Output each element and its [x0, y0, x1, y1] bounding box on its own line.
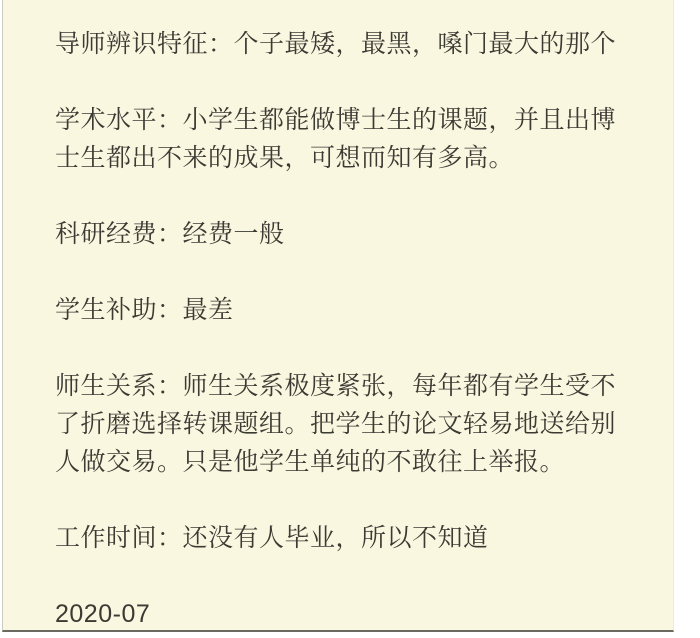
field-value: 小学生都能做博士生的课题，并且出博士生都出不来的成果，可想而知有多高。: [55, 106, 617, 172]
field-value: 还没有人毕业，所以不知道: [182, 524, 489, 552]
field-label: 师生关系: [55, 372, 158, 400]
field-colon: ：: [157, 296, 183, 324]
field-colon: ：: [208, 30, 234, 58]
field-label: 科研经费: [55, 220, 158, 248]
field-label: 学生补助: [55, 296, 158, 324]
field-value: 个子最矮，最黑，嗓门最大的那个: [233, 30, 617, 58]
field-working-hours: [55, 519, 638, 557]
field-label: 学术水平: [55, 106, 158, 134]
review-date: 2020-07: [55, 600, 151, 628]
field-academic-level: [55, 101, 638, 177]
field-value: 经费一般: [182, 220, 285, 248]
field-advisor-student-relationship: [55, 367, 638, 481]
field-colon: ：: [157, 372, 183, 400]
field-colon: ：: [157, 524, 183, 552]
field-research-funding: [55, 215, 638, 253]
field-advisor-identifying-traits: [55, 25, 638, 63]
field-label: 导师辨识特征: [55, 30, 209, 58]
field-colon: ：: [157, 106, 183, 134]
review-card: [2, 0, 674, 632]
field-value: 师生关系极度紧张，每年都有学生受不了折磨选择转课题组。把学生的论文轻易地送给别人做交易。只是他学生单纯的不敢往上举报。: [55, 372, 617, 476]
field-value: 最差: [182, 296, 234, 324]
field-student-stipend: [55, 291, 638, 329]
field-colon: ：: [157, 220, 183, 248]
field-label: 工作时间: [55, 524, 158, 552]
